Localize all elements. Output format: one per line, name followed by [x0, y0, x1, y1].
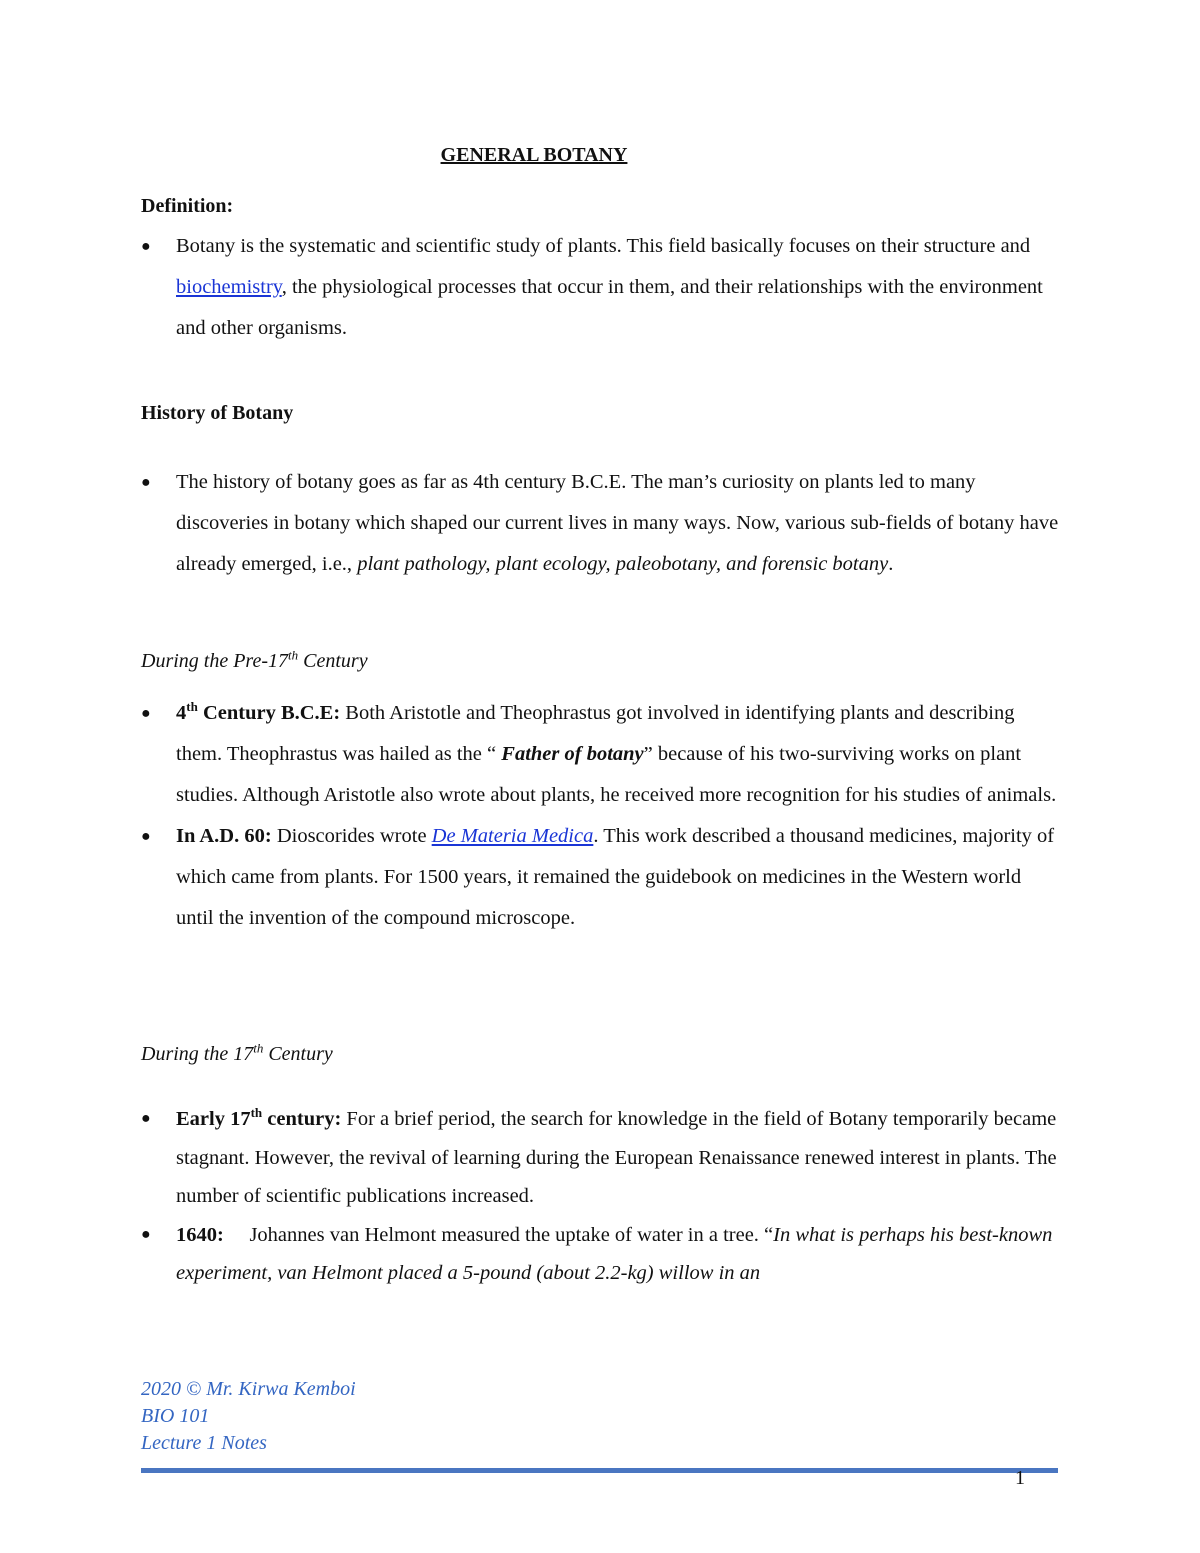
definition-list — [141, 226, 1061, 349]
c17-item-early: ● Early 17th century: For a brief period, the search for knowledge in the field of Botany temporarily became stagnant. However, the revival of learning during the European Renaissance renewed interest in plants. The number of scientific publications increased. — [141, 1100, 1061, 1216]
footer-course: BIO 101 — [141, 1405, 210, 1427]
item-label: 4th Century B.C.E: — [176, 699, 341, 724]
footer-divider — [141, 1468, 1058, 1473]
c17-heading: During the 17th Century — [141, 1040, 333, 1065]
item-label: Early 17th century: — [176, 1105, 342, 1130]
history-list — [141, 462, 1061, 585]
bullet-icon: ● — [141, 1110, 151, 1127]
footer-lecture: Lecture 1 Notes — [141, 1432, 267, 1454]
history-heading: History of Botany — [141, 402, 294, 424]
de-materia-medica-link[interactable]: De Materia Medica — [431, 825, 594, 847]
bullet-icon: ● — [141, 474, 151, 491]
c17-item-1640: ● 1640: Johannes van Helmont measured the uptake of water in a tree. “In what is perhaps his best-known experiment, van Helmont placed a 5-pound (about 2.2-kg) willow in an — [141, 1216, 1061, 1293]
definition-bullet: ● Botany is the systematic and scientific study of plants. This field basically focuses on their structure and biochemistry, the physiological processes that occur in them, and their relationships with the environment and other organisms. — [141, 226, 1061, 349]
footer-copyright: 2020 © Mr. Kirwa Kemboi — [141, 1378, 356, 1400]
pre17-item-ad60: ● In A.D. 60: Dioscorides wrote De Materia Medica. This work described a thousand medicines, majority of which came from plants. For 1500 years, it remained the guidebook on medicines in the Western world until the invention of the compound microscope. — [141, 816, 1061, 939]
item-label: 1640: — [176, 1223, 224, 1246]
c17-list — [141, 1100, 1061, 1293]
bullet-icon: ● — [141, 1225, 151, 1243]
history-bullet: ● The history of botany goes as far as 4th century B.C.E. The man’s curiosity on plants led to many discoveries in botany which shaped our current lives in many ways. Now, various sub-fields of botany have already emerged, i.e., plant pathology, plant ecology, paleobotany, and forensic botany. — [141, 462, 1061, 585]
bullet-icon: ● — [141, 705, 151, 722]
item-label: In A.D. 60: — [176, 825, 272, 847]
definition-heading: Definition: — [141, 195, 234, 217]
biochemistry-link[interactable]: biochemistry — [176, 276, 282, 298]
document-title: GENERAL BOTANY — [440, 144, 628, 166]
pre17-list — [141, 693, 1061, 939]
bullet-icon: ● — [141, 828, 151, 845]
pre17-item-4th-century: ● 4th Century B.C.E: Both Aristotle and Theophrastus got involved in identifying plants and describing them. Theophrastus was hailed as the “ Father of botany” because of his two-surviving works on plant studies. Although Aristotle also wrote about plants, he received more recognition for his studies of animals. — [141, 693, 1061, 816]
bullet-icon: ● — [141, 238, 151, 255]
pre17-heading: During the Pre-17th Century — [141, 647, 368, 672]
page-number: 1 — [1015, 1467, 1025, 1489]
page-footer — [141, 1376, 356, 1457]
father-of-botany-emphasis: Father of botany — [501, 743, 644, 765]
